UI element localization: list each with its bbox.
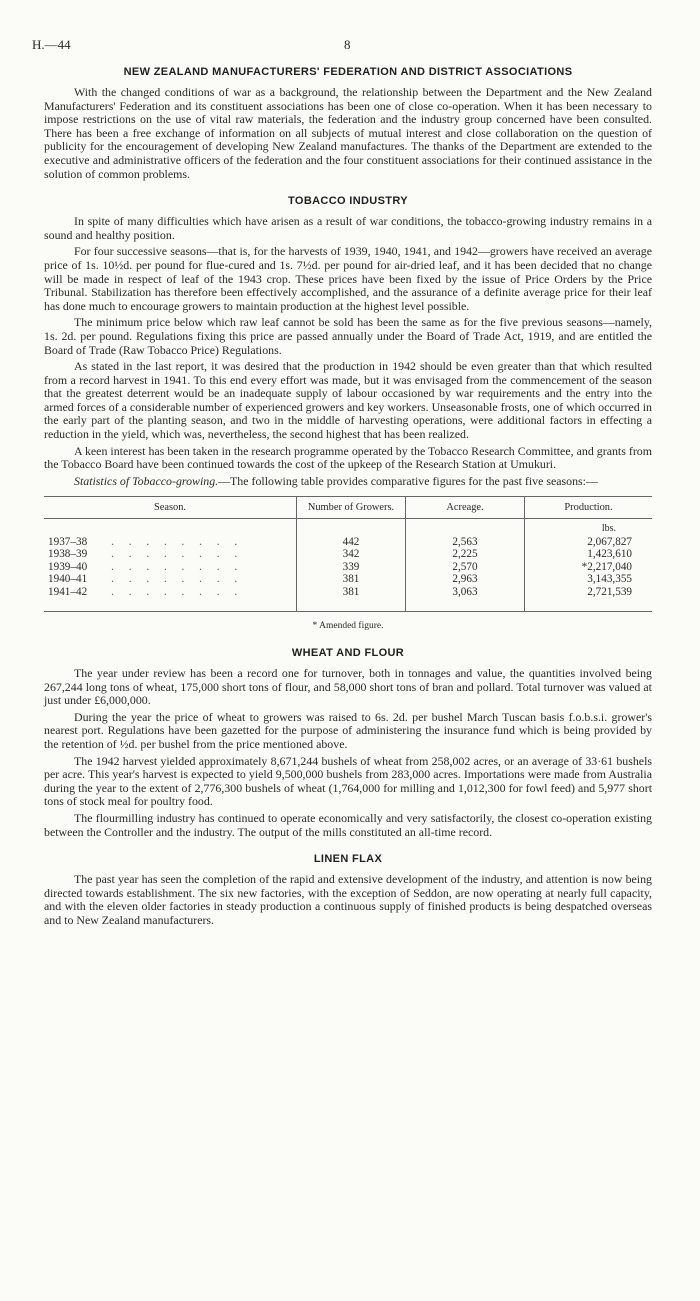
production-cell: 2,721,539 [525, 586, 653, 611]
season-cell: 1938–39 [48, 548, 88, 561]
table-units-row [44, 518, 652, 535]
section-wheat-and-flour [44, 647, 652, 839]
column-header-growers: Number of Growers. [297, 497, 406, 519]
page-header [32, 38, 662, 54]
column-header-production: Production. [525, 497, 653, 519]
paragraph: The past year has seen the completion of the rapid and extensive development of the industry, and attention is now being directed towards establishment. The six new factories, with the exception of Seddon, are now operating at nearly full capacity, and with the eleven older factories in steady production a continuous supply of finished products is being despatched overseas and to New Zealand manufacturers. [44, 872, 652, 927]
paragraph: The year under review has been a record one for turnover, both in tonnages and value, the quantities involved being 267,244 long tons of wheat, 175,000 short tons of flour, and 58,000 short tons of bran and pollard. Total turnover was valued at just under £6,000,000. [44, 666, 652, 708]
page-content [44, 66, 652, 942]
table-row [44, 561, 652, 574]
paragraph: The minimum price below which raw leaf cannot be sold has been the same as for the five previous seasons—namely, 1s. 2d. per pound. Regulations fixing this price are passed annually under the Board of Trade Act, 1919, and are entitled the Board of Trade (Raw Tobacco Price) Regulations. [44, 315, 652, 357]
leader-dots: . . . . . . . . [111, 535, 244, 548]
season-cell: 1939–40 [48, 560, 88, 573]
table-row [44, 548, 652, 561]
paragraph: The flourmilling industry has continued to operate economically and very satisfactorily, the closest co-operation existing between the Controller and the industry. The output of the mills constituted an all-time record. [44, 811, 652, 839]
section-heading: WHEAT AND FLOUR [291, 647, 405, 660]
season-cell: 1941–42 [48, 585, 88, 598]
column-header-acreage: Acreage. [406, 497, 525, 519]
acreage-cell: 2,963 [406, 573, 525, 586]
tobacco-statistics-table [44, 496, 652, 611]
acreage-cell: 2,563 [406, 536, 525, 549]
section-heading: TOBACCO INDUSTRY [288, 195, 408, 208]
growers-cell: 342 [297, 548, 406, 561]
table-row [44, 586, 652, 611]
leader-dots: . . . . . . . . [111, 560, 244, 573]
paragraph: For four successive seasons—that is, for the harvests of 1939, 1940, 1941, and 1942—growers have received an average price of 1s. 10½d. per pound for flue-cured and 1s. 7½d. per pound for air-dried leaf, and it has been decided that no change will be made in respect of leaf of the 1943 crop. These prices have been fixed by the issue of Price Orders by the Price Tribunal. Stabilization has therefore been effectively accomplished, and the assurance of a definite average price for their leaf has done much to encourage growers to maintain production at the highest level possible. [44, 244, 652, 313]
growers-cell: 381 [297, 573, 406, 586]
leader-dots: . . . . . . . . [111, 585, 244, 598]
season-cell: 1937–38 [48, 535, 88, 548]
growers-cell: 339 [297, 561, 406, 574]
growers-cell: 381 [297, 586, 406, 611]
statistics-intro-text: —The following table provides comparative figures for the past five seasons:— [218, 473, 598, 488]
leader-dots: . . . . . . . . [111, 573, 244, 586]
paragraph: During the year the price of wheat to growers was raised to 6s. 2d. per bushel March Tuscan basis f.o.b.s.i. grower's nearest port. Regulations have been gazetted for the purpose of administering the insurance fund which is being provided by the retention of ½d. per bushel from the price mentioned above. [44, 709, 652, 752]
page-number: 8 [344, 37, 351, 52]
acreage-cell: 3,063 [406, 586, 525, 611]
table-row [44, 536, 652, 549]
section-tobacco-industry [44, 195, 652, 633]
statistics-lead: Statistics of Tobacco-growing. [74, 473, 219, 488]
section-manufacturers-federation [44, 66, 652, 181]
section-heading: NEW ZEALAND MANUFACTURERS' FEDERATION AND DISTRICT ASSOCIATIONS [123, 66, 573, 78]
paragraph: With the changed conditions of war as a background, the relationship between the Department and the New Zealand Manufacturers' Federation and its constituent associations has been one of close co-operation. When it has been necessary to impose restrictions on the use of vital raw materials, the federation and the industry group concerned have been consulted. There has been a free exchange of information on all subjects of mutual interest and close collaboration on the question of publicity for the encouragement of developing New Zealand manufactures. The thanks of the Department are extended to the executive and administrative officers of the federation and the four constituent associations for their continued assistance in the solution of common problems. [44, 85, 652, 181]
production-cell: 2,067,827 [525, 536, 653, 549]
column-header-season: Season. [44, 497, 297, 519]
paragraph: In spite of many difficulties which have arisen as a result of war conditions, the tobacco-growing industry remains in a sound and healthy position. [44, 214, 652, 242]
section-linen-flax [44, 853, 652, 927]
acreage-cell: 2,570 [406, 561, 525, 574]
table-header-row [44, 497, 652, 519]
table-footnote: * Amended figure. [312, 620, 384, 631]
leader-dots: . . . . . . . . [111, 548, 244, 561]
paragraph: The 1942 harvest yielded approximately 8,671,244 bushels of wheat from 258,002 acres, or an average of 33·61 bushels per acre. This year's harvest is expected to yield 9,500,000 bushels from 283,000 acres. Importations were made from Australia during the year to the extent of 2,776,300 bushels of wheat (1,764,000 for milling and 1,012,300 for fowl feed) and 5,977 short tons of stock meal for poultry food. [44, 753, 652, 809]
production-cell: 3,143,355 [525, 573, 653, 586]
document-reference: H.—44 [32, 37, 71, 52]
paragraph-statistics-intro [44, 475, 652, 489]
production-cell: *2,217,040 [525, 561, 653, 574]
growers-cell: 442 [297, 536, 406, 549]
table-row [44, 573, 652, 586]
section-heading: LINEN FLAX [313, 853, 383, 866]
season-cell: 1940–41 [48, 573, 88, 586]
paragraph: A keen interest has been taken in the research programme operated by the Tobacco Research Committee, and grants from the Tobacco Board have been continued towards the cost of the upkeep of the Research Station at Umukuri. [44, 443, 652, 472]
acreage-cell: 2,225 [406, 548, 525, 561]
production-cell: 1,423,610 [525, 548, 653, 561]
production-units: lbs. [525, 518, 653, 535]
paragraph: As stated in the last report, it was desired that the production in 1942 should be even greater than that which resulted from a record harvest in 1941. To this end every effort was made, but it was envisaged from the commencement of the season that the greatest deterrent would be an inadequate supply of labour occasioned by war requirements and the entry into the armed forces of a considerable number of experienced growers and key workers. Unseasonable frosts, one of which occurred in the early part of the planting season, and two in the middle of harvesting operations, were additional factors in effecting a reduction in the yield, which was, nevertheless, the second highest that has been realized. [44, 359, 652, 442]
